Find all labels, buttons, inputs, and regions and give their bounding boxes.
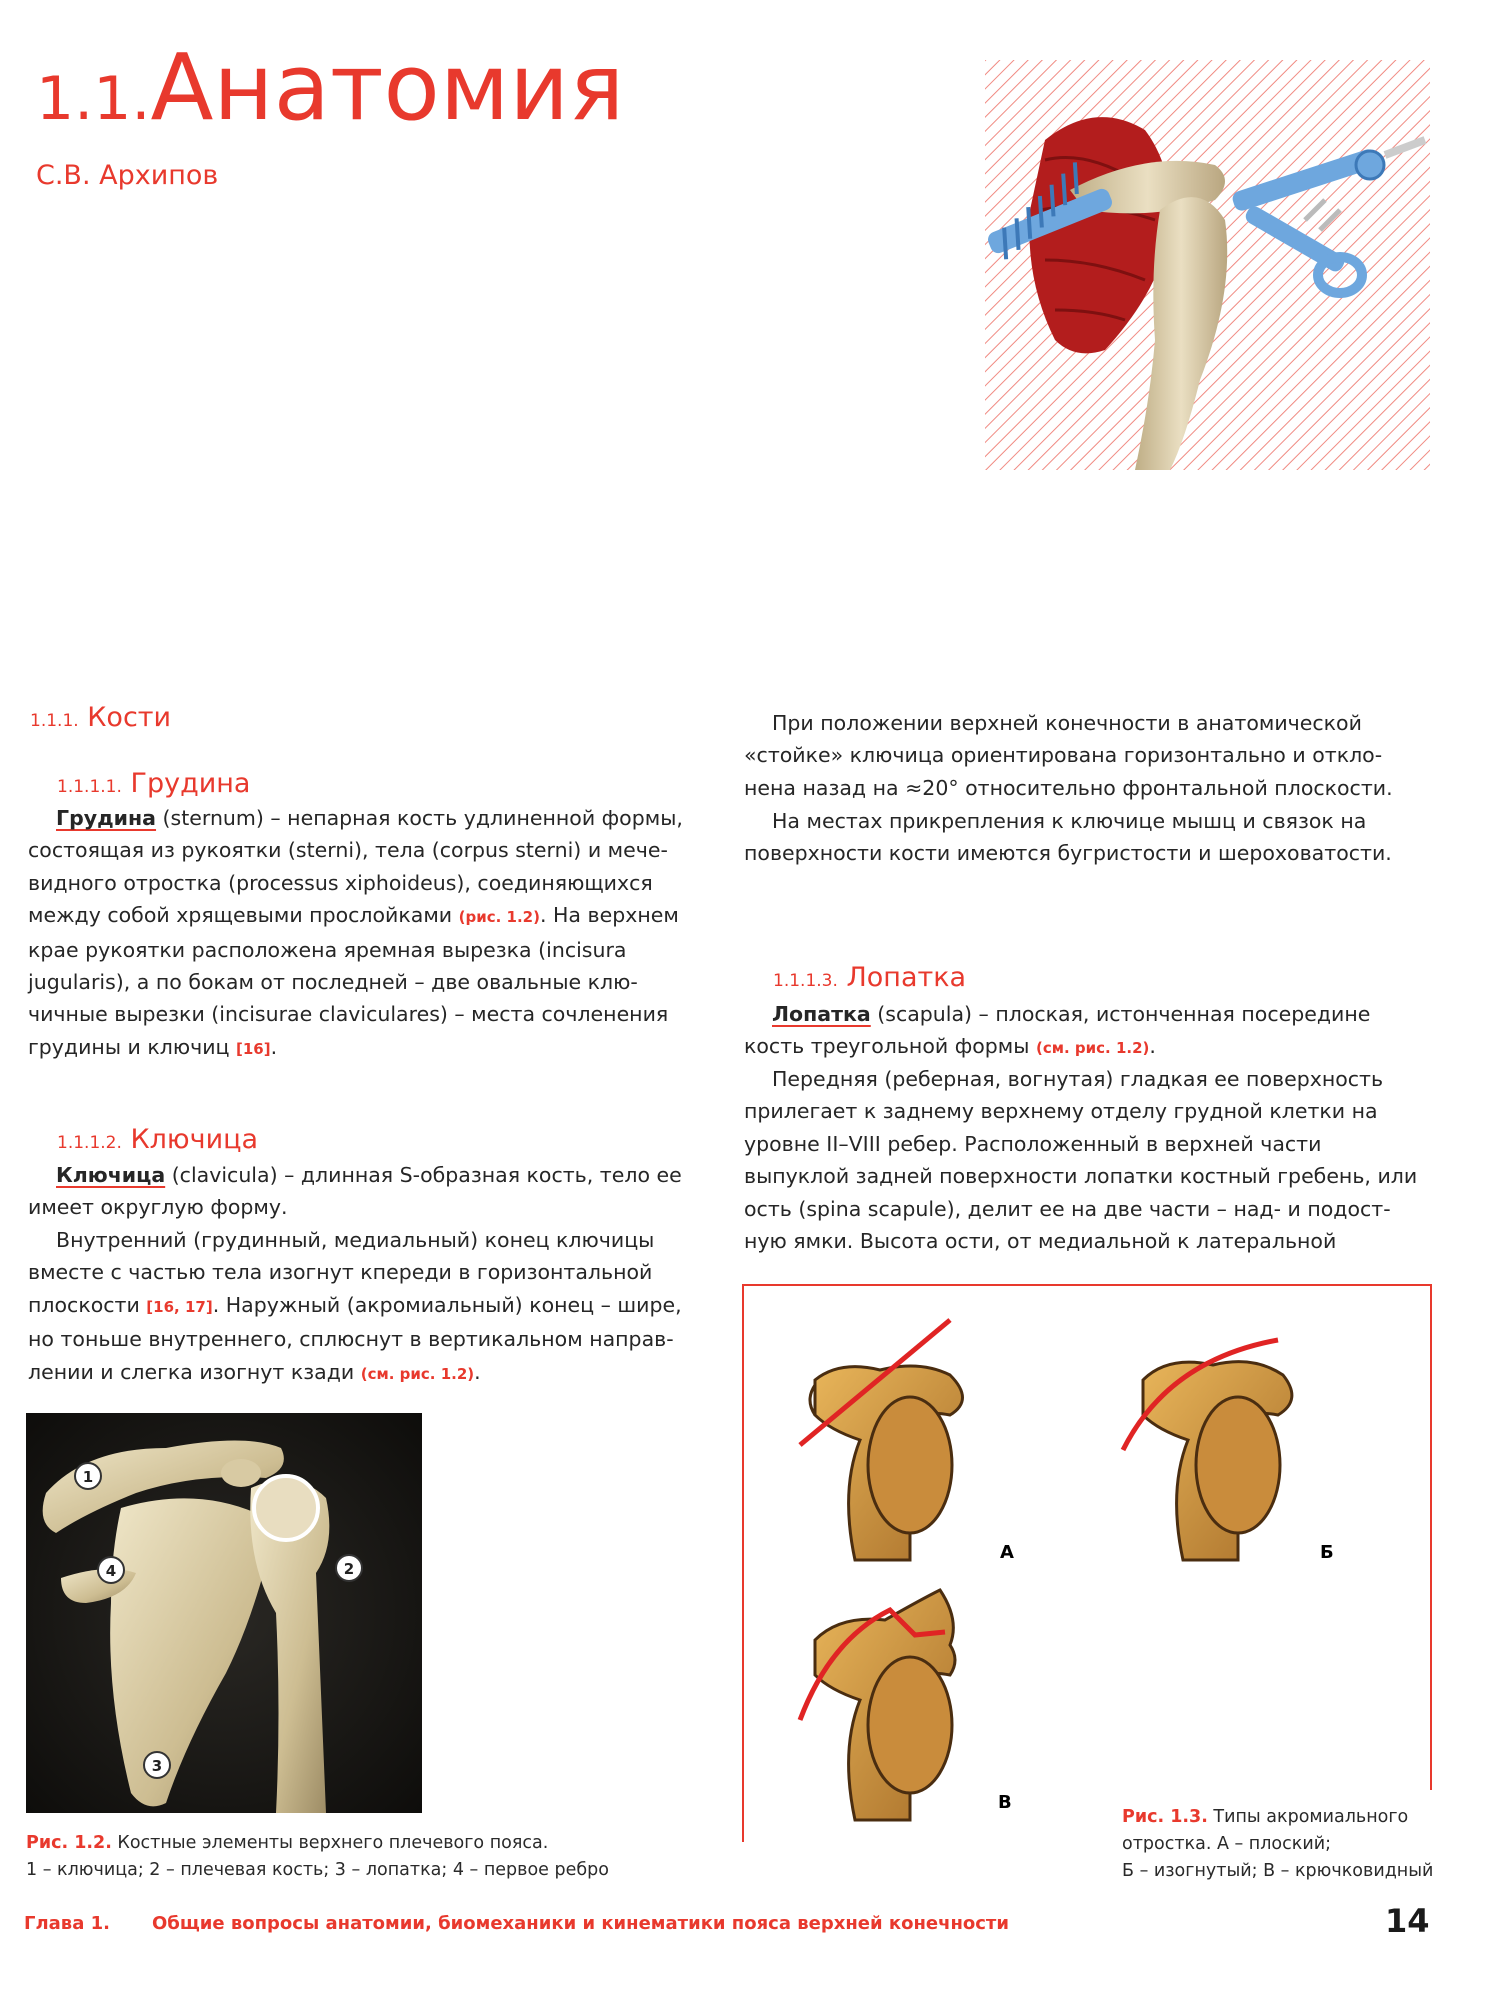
marker-3: 3 — [151, 1757, 163, 1775]
clavicle-paragraph-2: Внутренний (грудинный, медиальный) конец ключицы вместе с частью тела изогнут кпереди в горизонтальной плоскости [16, 17]. Наружный (акромиальный) конец – шире, но тоньше внутреннего, сплюснут в вертикальном направлении и слегка изогнут кзади (см. рис. 1.2). — [28, 1228, 682, 1384]
heading-clavicle: 1.1.1.2. Ключица — [57, 1124, 259, 1155]
shoulder-implant-illustration — [985, 60, 1430, 470]
author: С.В. Архипов — [36, 160, 219, 191]
figure-1-3-image — [760, 1300, 1420, 1860]
sternum-paragraph: Грудина (sternum) – непарная кость удлиненной формы, состоящая из рукоятки (sterni), тела (corpus sterni) и мечевидного отростка (processus xiphoideus), соединяющихся между собой хрящевыми прослойками (рис. 1.2). На верхнем крае рукоятки расположена яремная вырезка (incisura jugularis), а по бокам от последней – две овальные ключичные вырезки (incisurae claviculares) – места сочленения грудины и ключиц [16]. — [28, 806, 683, 1059]
figure-1-2-image — [26, 1413, 422, 1813]
clavicle-paragraph-3: При положении верхней конечности в анатомической «стойке» ключица ориентирована горизонтально и отклонена назад на ≈20° относительно фронтальной плоскости. — [744, 711, 1393, 800]
heading-bones: 1.1.1. Кости — [30, 702, 172, 733]
title-text: Анатомия — [150, 34, 625, 141]
ref-see-fig-1-2[interactable]: (см. рис. 1.2) — [360, 1364, 475, 1383]
figure-1-2-caption: Рис. 1.2. Костные элементы верхнего плечевого пояса. 1 – ключица; 2 – плечевая кость; 3 – лопатка; 4 – первое ребро — [26, 1833, 609, 1880]
ref-16[interactable]: [16] — [236, 1039, 271, 1058]
figure-1-2-legend: 1 – ключица; 2 – плечевая кость; 3 – лопатка; 4 – первое ребро — [26, 1860, 609, 1880]
marker-4: 4 — [105, 1562, 117, 1580]
ref-16-17[interactable]: [16, 17] — [146, 1297, 213, 1316]
clavicle-paragraph-1: Ключица (clavicula) – длинная S-образная кость, тело ее имеет округлую форму. — [28, 1163, 682, 1220]
type-c-letter: В — [998, 1792, 1012, 1813]
section-number: 1.1. — [36, 64, 151, 134]
scapula-paragraph-1: Лопатка (scapula) – плоская, истонченная посередине кость треугольной формы (см. рис. 1.2). — [744, 1002, 1371, 1059]
scapula-type-a — [800, 1320, 1014, 1563]
page-title — [36, 34, 625, 149]
page-number: 14 — [1385, 1902, 1430, 1940]
scapula-type-c — [800, 1590, 1012, 1820]
figure-1-3-caption: Рис. 1.3. Типы акромиального отростка. А – плоский; Б – изогнутый; В – крючковидный — [1094, 1790, 1488, 1891]
ref-fig-1-2[interactable]: (рис. 1.2) — [458, 908, 540, 927]
heading-scapula: 1.1.1.3. Лопатка — [773, 962, 967, 993]
scapula-type-b — [1123, 1340, 1334, 1563]
heading-sternum: 1.1.1.1. Грудина — [57, 768, 251, 799]
footer-title: Общие вопросы анатомии, биомеханики и кинематики пояса верхней конечности — [152, 1913, 1009, 1934]
scapula-paragraph-2: Передняя (реберная, вогнутая) гладкая ее поверхность прилегает к заднему верхнему отделу грудной клетки на уровне II–VIII ребер. Расположенный в верхней части выпуклой задней поверхности лопатки костный гребень, или ость (spina scapule), делит ее на две части – над- и подостную ямки. Высота ости, от медиальной к латеральной — [744, 1067, 1418, 1254]
marker-1: 1 — [82, 1468, 94, 1486]
clavicle-paragraph-4: На местах прикрепления к ключице мышц и связок на поверхности кости имеются бугристости и шероховатости. — [744, 809, 1392, 866]
type-a-letter: А — [1000, 1542, 1014, 1563]
footer-chapter: Глава 1. — [24, 1913, 110, 1934]
type-b-letter: Б — [1320, 1542, 1334, 1563]
marker-2: 2 — [343, 1560, 355, 1578]
ref-scapula-fig-1-2[interactable]: (см. рис. 1.2) — [1035, 1039, 1150, 1058]
